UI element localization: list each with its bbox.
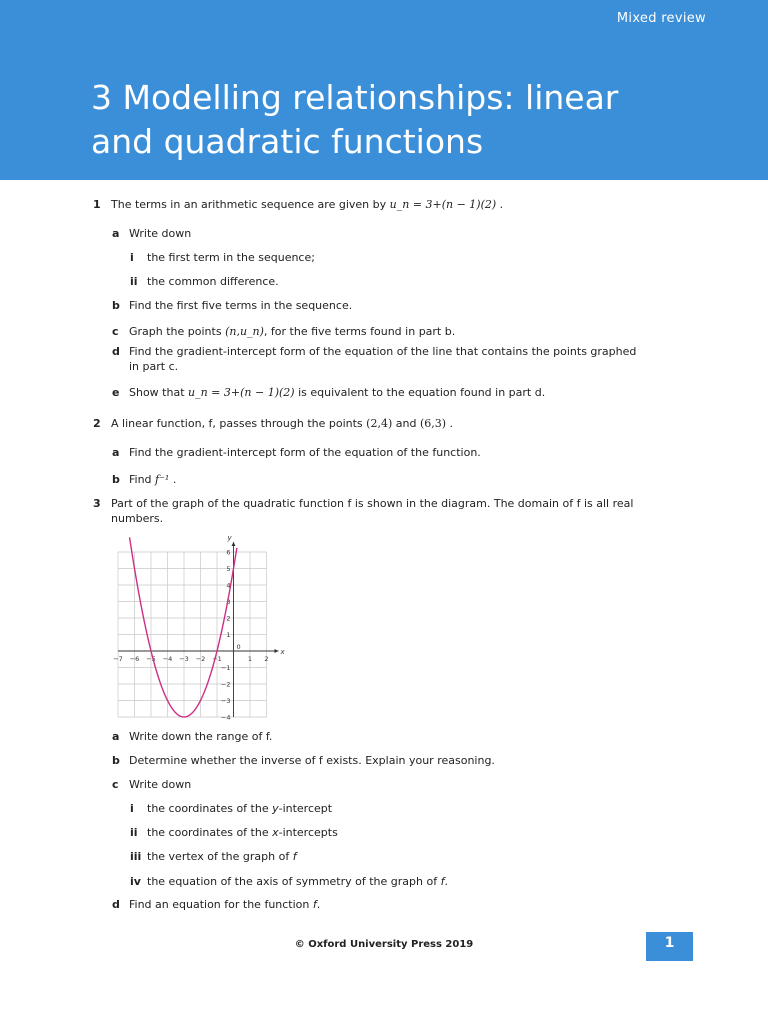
q2-b-label: b [112, 473, 120, 486]
q3-d-var: f [312, 898, 317, 911]
q1-part-c [112, 325, 455, 339]
x-tick-label: −2 [195, 655, 206, 663]
x-axis-arrow [275, 649, 279, 653]
q1-aii-text: the common difference. [147, 275, 279, 288]
q2-b-formula: f⁻¹ [155, 473, 170, 486]
q3-part-c-iii [130, 850, 297, 864]
q1-part-a [112, 227, 191, 241]
q3-c-label: c [112, 778, 119, 791]
y-tick-label: 6 [226, 548, 231, 557]
quadratic-graph [110, 536, 296, 726]
q3-stem [93, 497, 633, 511]
q1-e-text-post: is equivalent to the equation found in part d. [298, 386, 546, 399]
q3-b-text: Determine whether the inverse of f exists. Explain your reasoning. [129, 754, 495, 767]
q3-part-c [112, 778, 191, 792]
title-line-2: and quadratic functions [91, 122, 484, 161]
q3-part-c-i [130, 802, 332, 816]
y-tick-label: −3 [220, 697, 231, 705]
q1-part-a-i [130, 251, 315, 265]
q1-part-b [112, 299, 352, 313]
q1-e-label: e [112, 386, 120, 399]
q2-a-label: a [112, 446, 120, 459]
page-number-badge [646, 932, 693, 961]
x-tick-label: −4 [162, 655, 173, 663]
q3-part-c-ii [130, 826, 338, 840]
y-tick-label: 1 [226, 631, 231, 639]
y-tick-label: −4 [220, 713, 231, 722]
q3-d-text: Find an equation for the function [129, 898, 310, 911]
q1-number: 1 [93, 198, 101, 211]
q3-stem-cont: numbers. [111, 512, 164, 525]
q1-d-label: d [112, 345, 120, 358]
y-tick-label: −2 [220, 680, 231, 689]
q3-ciii-label: iii [130, 850, 142, 863]
q3-ciii-var: f [292, 850, 297, 863]
y-axis-label: y [227, 536, 232, 542]
q3-part-b [112, 754, 495, 768]
q1-ai-text: the first term in the sequence; [147, 251, 315, 264]
q1-e-formula: u_n = 3+(n − 1)(2) [188, 386, 295, 399]
q3-part-d: d Find an equation for the function f. [112, 898, 321, 911]
y-tick-label: −1 [220, 664, 231, 672]
q1-a-text: Write down [129, 227, 192, 240]
q1-c-text-pre: Graph the points [129, 325, 222, 338]
q1-ai-label: i [130, 251, 134, 264]
q3-cii-text-pre: the coordinates of the [147, 826, 273, 839]
x-axis-label: x [280, 648, 285, 656]
q3-a-text: Write down the range of f. [129, 730, 273, 743]
q3-ci-text-post: -intercept [278, 802, 333, 815]
q3-cii-var: x [272, 826, 279, 839]
q2-b-text: Find [129, 473, 152, 486]
q3-b-label: b [112, 754, 120, 767]
x-tick-label: −1 [212, 655, 222, 663]
q2-point-2: (6,3) [419, 417, 447, 430]
y-tick-label: 2 [226, 614, 231, 623]
q3-ciii-text: the vertex of the graph of [147, 850, 290, 863]
q1-d-text-1: Find the gradient-intercept form of the equation of the line that contains the points graphed [129, 345, 637, 358]
q3-d-label: d [112, 898, 120, 911]
q1-part-d [112, 345, 636, 359]
y-axis-arrow [232, 542, 236, 546]
q3-part-c-iv: iv the equation of the axis of symmetry of the graph of f. [130, 875, 448, 888]
q1-b-label: b [112, 299, 120, 312]
q3-a-label: a [112, 730, 120, 743]
page-header [0, 0, 768, 180]
y-tick-label: 3 [226, 598, 231, 606]
x-tick-label: 2 [264, 655, 269, 663]
q3-ci-label: i [130, 802, 134, 815]
q3-cii-label: ii [130, 826, 138, 839]
x-tick-label: −3 [179, 655, 189, 663]
q1-c-point: (n,u_n) [225, 325, 264, 338]
q1-stem-text: The terms in an arithmetic sequence are given by [111, 198, 387, 211]
q3-c-text: Write down [129, 778, 192, 791]
q1-a-label: a [112, 227, 120, 240]
q2-point-1: (2,4) [366, 417, 393, 430]
q2-stem: 2 A linear function, f, passes through the points (2,4) and (6,3) . [93, 417, 454, 430]
section-label: Mixed review [616, 11, 706, 26]
q1-stem: 1 The terms in an arithmetic sequence are given by u_n = 3+(n − 1)(2) . [93, 198, 504, 211]
y-tick-label: 5 [226, 565, 231, 573]
q2-stem-text: A linear function, f, passes through the points [111, 417, 363, 430]
q3-ci-text-pre: the coordinates of the [147, 802, 273, 815]
q1-c-text-post: , for the five terms found in part b. [263, 325, 456, 338]
y-tick-label: 4 [226, 581, 231, 590]
q3-stem-text-1: Part of the graph of the quadratic function f is shown in the diagram. The domain of f is all real [111, 497, 634, 510]
q1-formula: u_n = 3+(n − 1)(2) [389, 198, 497, 211]
origin-label: 0 [236, 643, 241, 651]
q2-number: 2 [93, 417, 101, 430]
q3-civ-text: the equation of the axis of symmetry of the graph of [147, 875, 438, 888]
q1-part-a-ii [130, 275, 279, 289]
q3-civ-label: iv [130, 875, 141, 888]
q3-civ-var: f [440, 875, 445, 888]
x-tick-label: −6 [129, 655, 140, 663]
q1-aii-label: ii [130, 275, 138, 288]
q1-e-text-pre: Show that [129, 386, 185, 399]
x-tick-label: −7 [113, 655, 123, 663]
page-number: 1 [664, 935, 675, 951]
q3-part-a [112, 730, 272, 744]
x-tick-label: −5 [146, 655, 156, 663]
q2-a-text: Find the gradient-intercept form of the equation of the function. [129, 446, 481, 459]
q2-and: and [395, 417, 417, 430]
page-title [91, 76, 731, 164]
q1-b-text: Find the first five terms in the sequence. [129, 299, 353, 312]
title-line-1: 3 Modelling relationships: linear [91, 78, 619, 117]
q3-ci-var: y [272, 802, 279, 815]
q1-part-d-cont: in part c. [129, 360, 179, 373]
x-tick-label: 1 [247, 655, 253, 663]
q2-part-a [112, 446, 481, 460]
q3-cii-text-post: -intercepts [278, 826, 338, 839]
q1-c-label: c [112, 325, 119, 338]
q2-part-b: b Find f⁻¹ . [112, 473, 177, 486]
parabola-curve [130, 537, 237, 717]
copyright-notice: © Oxford University Press 2019 [294, 939, 474, 950]
q3-number: 3 [93, 497, 101, 510]
q1-part-e [112, 386, 545, 400]
